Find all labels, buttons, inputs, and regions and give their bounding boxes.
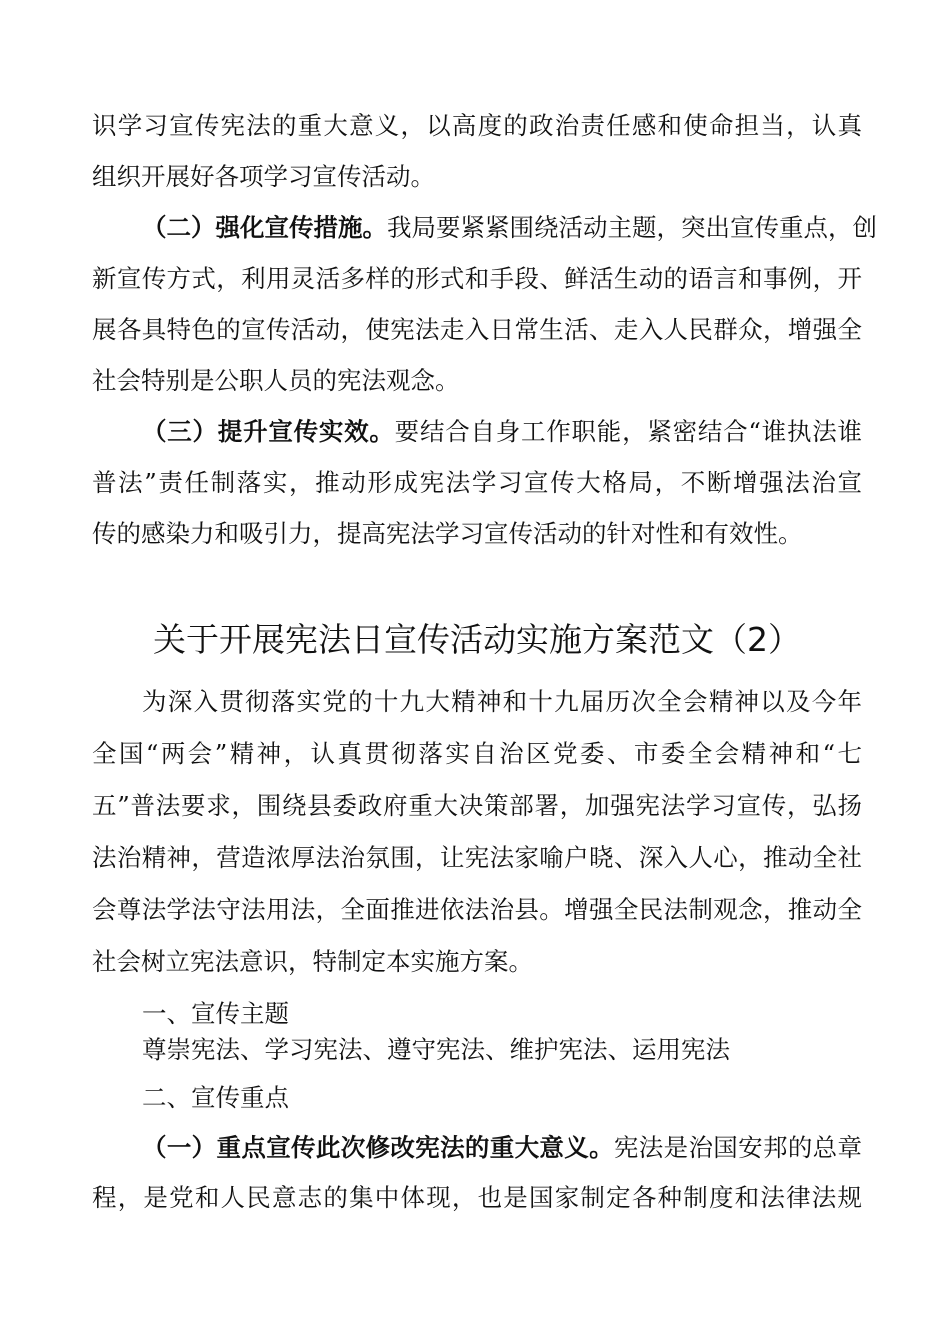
para-a-line-1: 识学习宣传宪法的重大意义，以高度的政治责任感和使命担当，认真 — [92, 111, 862, 140]
para-b-line-4: 社会特别是公职人员的宪法观念。 — [92, 366, 460, 395]
intro-line-2: 全国“两会”精神，认真贯彻落实自治区党委、市委全会精神和“七 — [92, 739, 862, 768]
para-b-line-2: 新宣传方式，利用灵活多样的形式和手段、鲜活生动的语言和事例，开 — [92, 264, 862, 293]
para-b-heading: （二）强化宣传措施。 — [142, 213, 387, 242]
para-d-heading: （一）重点宣传此次修改宪法的重大意义。 — [142, 1133, 614, 1162]
para-a-line-2: 组织开展好各项学习宣传活动。 — [92, 162, 435, 191]
intro-line-4: 法治精神，营造浓厚法治氛围，让宪法家喻户晓、深入人心，推动全社 — [92, 843, 862, 872]
para-c-heading: （三）提升宣传实效。 — [142, 417, 395, 446]
intro-line-6: 社会树立宪法意识，特制定本实施方案。 — [92, 947, 533, 976]
para-c-line-3: 传的感染力和吸引力，提高宪法学习宣传活动的针对性和有效性。 — [92, 519, 803, 548]
para-c-line-1-text: 要结合自身工作职能，紧密结合“谁执法谁 — [394, 417, 862, 446]
para-b-line-3: 展各具特色的宣传活动，使宪法走入日常生活、走入人民群众，增强全 — [92, 315, 862, 344]
para-d-line-1-text: 宪法是治国安邦的总章 — [613, 1133, 863, 1162]
section-title: 关于开展宪法日宣传活动实施方案范文（2） — [153, 620, 801, 659]
para-d-line-2: 程，是党和人民意志的集中体现，也是国家制定各种制度和法律法规 — [92, 1183, 862, 1212]
para-b-line-1 — [142, 208, 877, 248]
heading-focus: 二、宣传重点 — [142, 1083, 289, 1112]
heading-theme: 一、宣传主题 — [142, 999, 289, 1028]
intro-line-1: 为深入贯彻落实党的十九大精神和十九届历次全会精神以及今年 — [142, 687, 862, 716]
intro-line-3: 五”普法要求，围绕县委政府重大决策部署，加强宪法学习宣传，弘扬 — [92, 791, 862, 820]
para-d-line-1 — [142, 1128, 862, 1168]
para-b-line-1-text: 我局要紧紧围绕活动主题，突出宣传重点，创 — [387, 213, 877, 242]
para-c-line-1 — [142, 412, 862, 452]
theme-text: 尊崇宪法、学习宪法、遵守宪法、维护宪法、运用宪法 — [142, 1035, 730, 1064]
intro-line-5: 会尊法学法守法用法，全面推进依法治县。增强全民法制观念，推动全 — [92, 895, 862, 924]
para-c-line-2: 普法”责任制落实，推动形成宪法学习宣传大格局，不断增强法治宣 — [92, 468, 862, 497]
